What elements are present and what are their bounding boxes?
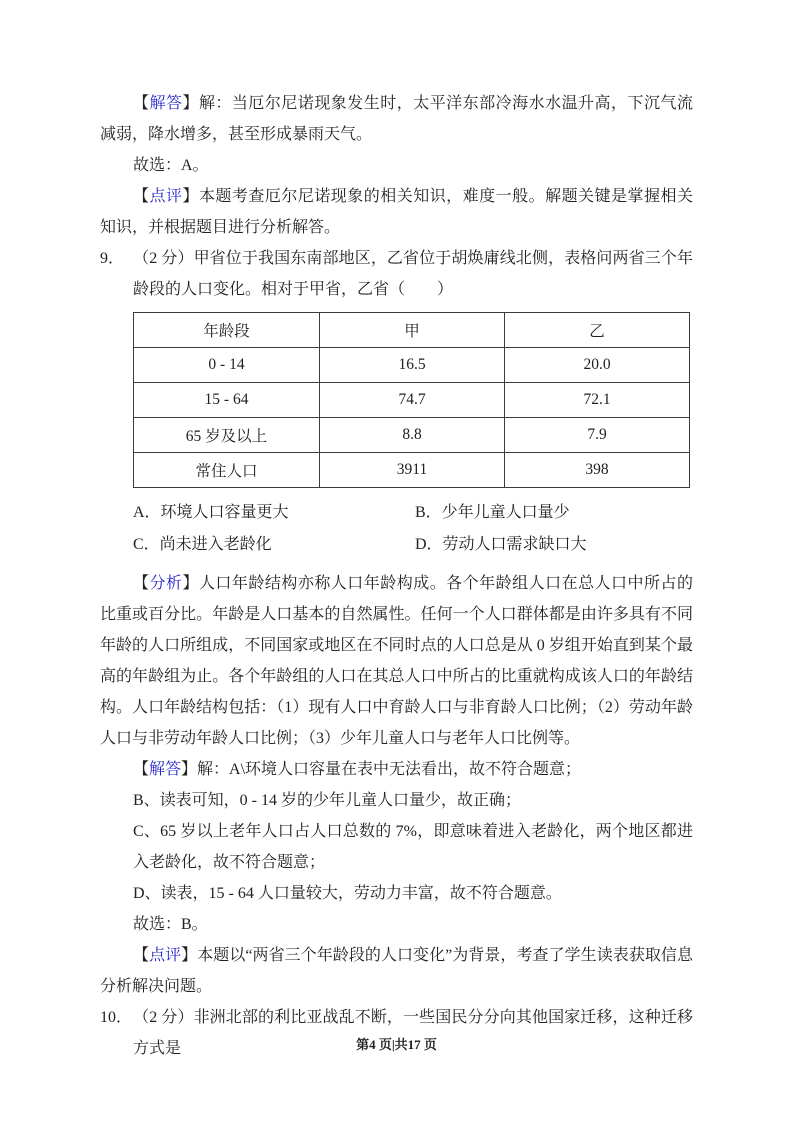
q9-comment-paragraph	[100, 940, 693, 1002]
table-cell: 0 - 14	[134, 348, 320, 383]
option-c: C．尚未进入老龄化	[133, 536, 272, 553]
q9-choice-line: 故选：B。	[133, 916, 208, 933]
q8-comment-text: 本题考查厄尔尼诺现象的相关知识，难度一般。解题关键是掌握相关知识，并根据题目进行分析解答。	[100, 188, 693, 236]
question-10-stem	[100, 1002, 693, 1064]
bracket-open: 【	[133, 761, 150, 778]
bracket-open: 【	[133, 188, 150, 205]
option-d: D．劳动人口需求缺口大	[415, 536, 587, 553]
q9-answer-paragraph	[100, 754, 693, 785]
table-cell: 65 岁及以上	[134, 418, 320, 453]
table-cell: 398	[505, 453, 690, 488]
table-row	[134, 348, 690, 383]
table-header-cell: 年龄段	[134, 313, 320, 348]
option-a: A．环境人口容量更大	[133, 504, 289, 521]
q8-answer-text: 解：当厄尔尼诺现象发生时，太平洋东部冷海水水温升高，下沉气流减弱，降水增多，甚至形成暴雨天气。	[100, 95, 693, 143]
question-9-stem	[100, 243, 693, 305]
q8-answer-paragraph	[100, 88, 693, 150]
comment-label: 点评	[149, 947, 182, 964]
q9-analysis-paragraph	[100, 568, 693, 754]
table-cell: 72.1	[505, 383, 690, 418]
q9-analysis-text: 人口年龄结构亦称人口年龄构成。各个年龄组人口在总人口中所占的比重或百分比。年龄是人口基本的自然属性。任何一个人口群体都是由许多具有不同年龄的人口所组成，不同国家或地区在不同时点的人口总是从 0 岁组开始直到某个最高的年龄组为止。各个年龄组的人口在其总人口中所占的比重就构成该人口的年龄结构。人口年龄结构包括：（1）现有人口中育龄人口与非育龄人口比例；（2）劳动年龄人口与非劳动年龄人口比例；（3）少年儿童人口与老年人口比例等。	[100, 575, 693, 747]
table-header-cell: 乙	[505, 313, 690, 348]
answer-label: 解答	[149, 95, 183, 112]
table-cell: 7.9	[505, 418, 690, 453]
question-10-text: （2 分）非洲北部的利比亚战乱不断，一些国民分分向其他国家迁移，这种迁移方式是	[133, 1009, 693, 1057]
bracket-open: 【	[133, 95, 150, 112]
q9-answer-text: 解：A\环境人口容量在表中无法看出，故不符合题意；	[197, 761, 582, 778]
table-cell: 16.5	[320, 348, 505, 383]
table-cell: 74.7	[320, 383, 505, 418]
q9-population-table	[133, 312, 690, 488]
bracket-open: 【	[133, 947, 150, 964]
table-row	[134, 453, 690, 488]
bracket-close: 】	[181, 761, 198, 778]
q9-comment-text: 本题以“两省三个年龄段的人口变化”为背景，考查了学生读表获取信息分析解决问题。	[100, 947, 693, 995]
bracket-close: 】	[182, 95, 199, 112]
q9-answer-line-b: B、读表可知，0 - 14 岁的少年儿童人口量少，故正确；	[133, 792, 522, 809]
bracket-open: 【	[133, 575, 150, 592]
answer-label: 解答	[149, 761, 182, 778]
table-cell: 3911	[320, 453, 505, 488]
table-row	[134, 418, 690, 453]
table-row	[134, 383, 690, 418]
bracket-close: 】	[181, 947, 198, 964]
table-cell: 8.8	[320, 418, 505, 453]
question-9-number: 9．	[100, 250, 125, 267]
q9-answer-line-d: D、读表，15 - 64 人口量较大，劳动力丰富，故不符合题意。	[133, 885, 562, 902]
table-cell: 15 - 64	[134, 383, 320, 418]
comment-label: 点评	[149, 188, 183, 205]
analysis-label: 分析	[149, 575, 183, 592]
question-10-number: 10．	[100, 1009, 133, 1026]
q8-choice-line: 故选：A。	[133, 157, 209, 174]
q8-comment-paragraph	[100, 181, 693, 243]
q9-answer-line-c: C、65 岁以上老年人口占人口总数的 7%，即意味着进入老龄化，两个地区都进入老龄化，故不符合题意；	[133, 823, 693, 871]
question-9-text: （2 分）甲省位于我国东南部地区，乙省位于胡焕庸线北侧，表格问两省三个年龄段的人口变化。相对于甲省，乙省（ ）	[133, 250, 693, 298]
bracket-close: 】	[182, 575, 199, 592]
table-cell: 20.0	[505, 348, 690, 383]
q9-options	[133, 497, 693, 561]
table-header-row	[134, 313, 690, 348]
table-header-cell: 甲	[320, 313, 505, 348]
bracket-close: 】	[182, 188, 199, 205]
page-footer: 第4 页|共17 页	[356, 1037, 437, 1052]
table-cell: 常住人口	[134, 453, 320, 488]
option-b: B．少年儿童人口量少	[415, 504, 570, 521]
